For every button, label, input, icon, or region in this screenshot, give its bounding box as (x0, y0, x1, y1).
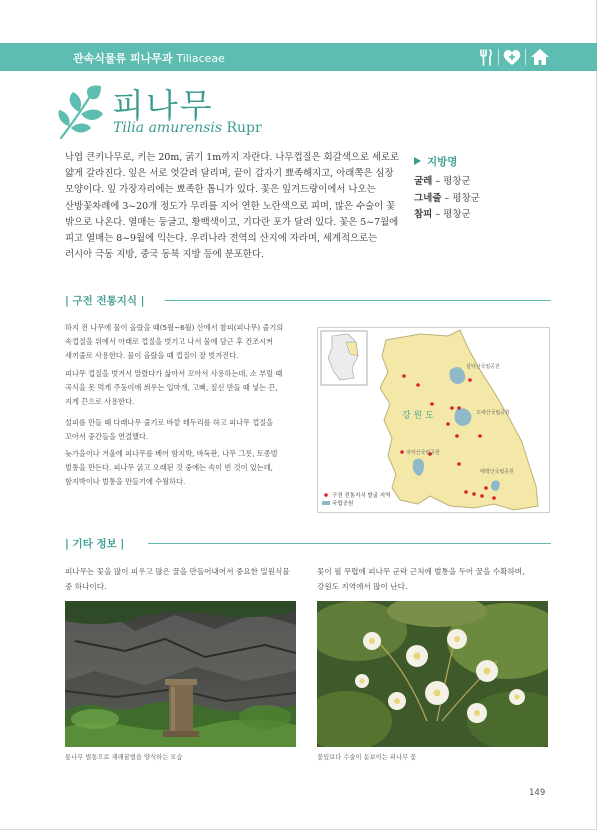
description-line: 얇게 갈라진다. 잎은 서로 엇갈려 달리며, 끝이 갑자기 뾰족해지고, 아래쪽은 심장 (65, 168, 394, 180)
park-label: 오대산국립공원 (476, 410, 510, 416)
header-separator (498, 49, 499, 65)
description-line: 피고 열매는 8~9월에 익는다. 우리나라 전역의 산지에 자라며, 세계적으로는 (65, 233, 378, 245)
local-name-item: 그네줄 – 평창군 (414, 192, 480, 204)
plant-title-latin: Tilia amurensis Rupr (113, 120, 262, 136)
description-line: 산방꽃차례에 3~20개 정도가 무리를 지어 연한 노란색으로 피며, 많은 수술이 꽃 (65, 200, 396, 212)
page-number: 149 (529, 788, 546, 798)
category-label: 관속식물류 피나무과 Tiliaceae (73, 52, 225, 65)
province-label: 강 원 도 (402, 411, 434, 421)
other-info-left-text: 피나무는 꽃을 많이 피우고 많은 꿀을 만들어내어서 중요한 밀원식물 중 하나이다. (65, 567, 290, 591)
home-icon[interactable] (529, 47, 551, 67)
flower-photo (317, 601, 548, 747)
other-info-section-title: | 기타 정보 | (65, 538, 125, 550)
legend-park-label: 국립공원 (332, 501, 354, 507)
heart-plus-icon[interactable] (501, 47, 523, 67)
header-separator (525, 49, 526, 65)
fork-icon[interactable] (474, 47, 496, 67)
traditional-paragraph: 하지 전 나무에 물이 올랐을 때(5월~6월) 산에서 참피(피나무) 줄기의 속껍질을 위에서 아래로 껍질을 벗기고 나서 물에 담근 후 건조시켜 새끼줄로 사용한다. 물이 올랐을 때 껍질이 잘 벗겨진다. (65, 323, 284, 361)
section-divider (148, 543, 551, 544)
traditional-paragraph: 피나무 껍질을 벗겨서 말렸다가 삶아서 꼬아서 사용하는데, 소 부릴 때 곡식을 못 먹게 주둥이에 씌우는 입마개, 고삐, 짚신 만들 때 넣는 끈, 지게 끈으로 사용한다. (65, 369, 283, 407)
traditional-paragraph: 설피를 만들 때 다래나무 줄기로 바깥 테두리를 하고 피나무 껍질을 꼬아서 중간들을 연결했다. (65, 418, 274, 442)
local-name-item: 참피 – 평창군 (414, 209, 471, 220)
gangwon-map (317, 327, 550, 513)
beehive-photo-caption: 통나무 벌통으로 재래꿀벌을 양식하는 모습 (65, 754, 183, 761)
description-line: 밖으로 나온다. 열매는 둥글고, 황백색이고, 기다란 포가 달려 있다. 꽃은 5~7월에 (65, 216, 399, 228)
park-label: 태백산국립공원 (480, 469, 514, 475)
legend-site-marker (324, 493, 328, 497)
flower-photo-caption: 꽃잎보다 수술이 돋보이는 피나무 꽃 (317, 754, 417, 761)
beehive-photo (65, 601, 296, 747)
description-line: 낙엽 큰키나무로, 키는 20m, 굵기 1m까지 자란다. 나무껍질은 회갈색으로 세로로 (65, 152, 400, 163)
legend-site-label: 구전 전통지식 발굴 지역 (332, 493, 391, 499)
park-label: 설악산국립공원 (466, 364, 500, 370)
local-names-list (414, 174, 480, 224)
local-name-item: 굴레 – 평창군 (414, 176, 471, 187)
legend-park-swatch (322, 501, 330, 505)
triangle-icon (414, 157, 421, 165)
category-header (0, 43, 597, 71)
park-label: 치악산국립공원 (406, 450, 440, 456)
other-info-right-text: 꽃이 필 무렵에 피나무 군락 근처에 벌통을 두어 꿀을 수확하며, 강원도 지역에서 많이 난다. (317, 567, 525, 591)
traditional-paragraph: 늦가을이나 겨울에 피나무를 베어 함지박, 바둑판, 나무 그릇, 토종벌 벌통을 만든다. 피나무 굵고 오래된 것 중에는 속이 빈 것이 있는데, 함지박이나 벌통을 만들기에 수월하다. (65, 449, 278, 487)
section-divider (165, 300, 551, 301)
plant-description (65, 150, 401, 263)
description-line: 러시아 극동 지방, 중국 동북 지방 등에 분포한다. (65, 249, 264, 261)
description-line: 모양이다. 잎 가장자리에는 뾰족한 톱니가 있다. 꽃은 잎겨드랑이에서 나오는 (65, 184, 376, 196)
traditional-section-title: | 구전 전통지식 | (65, 295, 145, 307)
leaf-icon (55, 84, 105, 142)
map-graphic (318, 328, 549, 512)
local-names-title: 지방명 (414, 154, 457, 169)
plant-title-korean: 피나무 (112, 86, 214, 125)
